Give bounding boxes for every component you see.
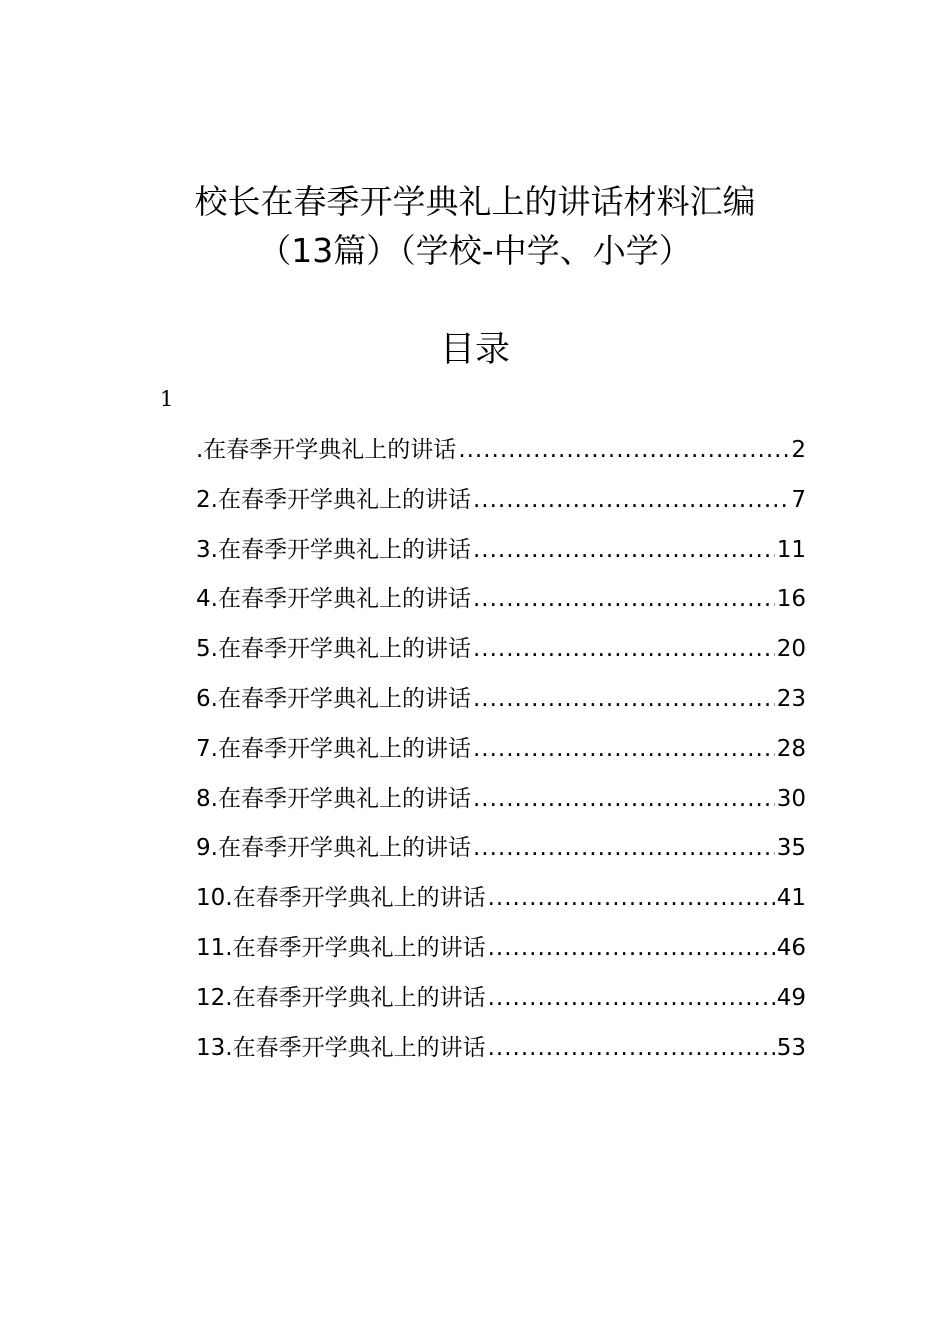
- toc-entry-page: 53: [776, 1034, 806, 1061]
- toc-entry-page: 28: [776, 735, 806, 762]
- toc-entry-label: 10.在春季开学典礼上的讲话: [196, 885, 486, 912]
- toc-dot-leader: [473, 683, 775, 715]
- toc-entry[interactable]: [196, 534, 806, 584]
- toc-entry[interactable]: [196, 1032, 806, 1082]
- toc-entry-page: 41: [776, 885, 806, 912]
- toc-entry-page: 30: [776, 785, 806, 812]
- toc-dot-leader: [473, 733, 775, 765]
- toc-entry[interactable]: [196, 434, 806, 484]
- toc-entry[interactable]: [196, 932, 806, 982]
- toc-dot-leader: [473, 633, 775, 665]
- toc-dot-leader: [473, 783, 775, 815]
- toc-entry-page: 35: [776, 835, 806, 862]
- toc-dot-leader: [473, 583, 775, 615]
- toc-entry[interactable]: [196, 683, 806, 733]
- toc-entry-label: 3.在春季开学典礼上的讲话: [196, 536, 471, 563]
- toc-dot-leader: [488, 882, 775, 914]
- toc-dot-leader: [458, 434, 789, 466]
- toc-entry-label: 8.在春季开学典礼上的讲话: [196, 785, 471, 812]
- toc-entry-label: 13.在春季开学典礼上的讲话: [196, 1034, 486, 1061]
- toc-entry-page: 7: [791, 486, 806, 513]
- toc-entry[interactable]: [196, 633, 806, 683]
- toc-entry[interactable]: [196, 882, 806, 932]
- document-title-line-2: （13篇）（学校-中学、小学）: [258, 231, 692, 270]
- toc-entry[interactable]: [196, 583, 806, 633]
- toc-entry-label: 11.在春季开学典礼上的讲话: [196, 934, 486, 961]
- toc-entry-label: 6.在春季开学典礼上的讲话: [196, 685, 471, 712]
- toc-entry-page: 2: [791, 437, 806, 463]
- toc-entry-label: 4.在春季开学典礼上的讲话: [196, 586, 471, 613]
- toc-entry-page: 46: [776, 934, 806, 961]
- toc-list: [196, 434, 806, 1081]
- toc-entry-label: 2.在春季开学典礼上的讲话: [196, 486, 471, 513]
- toc-heading: 目录: [439, 330, 510, 370]
- toc-dot-leader: [488, 1032, 775, 1064]
- toc-dot-leader: [473, 534, 775, 566]
- toc-entry-label: 9.在春季开学典礼上的讲话: [196, 835, 471, 862]
- toc-entry[interactable]: [196, 832, 806, 882]
- toc-entry-label: 7.在春季开学典礼上的讲话: [196, 735, 471, 762]
- toc-entry-page: 23: [776, 685, 806, 712]
- toc-entry-page: 49: [776, 984, 806, 1011]
- toc-entry[interactable]: [196, 783, 806, 833]
- toc-entry-label: .在春季开学典礼上的讲话: [196, 437, 457, 463]
- toc-entry-label: 5.在春季开学典礼上的讲话: [196, 636, 471, 663]
- toc-entry-page: 20: [776, 636, 806, 663]
- toc-entry[interactable]: [196, 733, 806, 783]
- toc-dot-leader: [488, 932, 775, 964]
- toc-entry-page: 11: [776, 536, 806, 563]
- toc-dot-leader: [488, 982, 775, 1014]
- toc-dot-leader: [473, 832, 775, 864]
- toc-entry[interactable]: [196, 982, 806, 1032]
- toc-entry-page: 16: [776, 586, 806, 613]
- toc-entry[interactable]: [196, 484, 806, 534]
- document-title-line-1: 校长在春季开学典礼上的讲话材料汇编: [194, 182, 756, 221]
- toc-entry-label: 12.在春季开学典礼上的讲话: [196, 984, 486, 1011]
- page-marker: 1: [160, 387, 174, 411]
- toc-dot-leader: [473, 484, 789, 516]
